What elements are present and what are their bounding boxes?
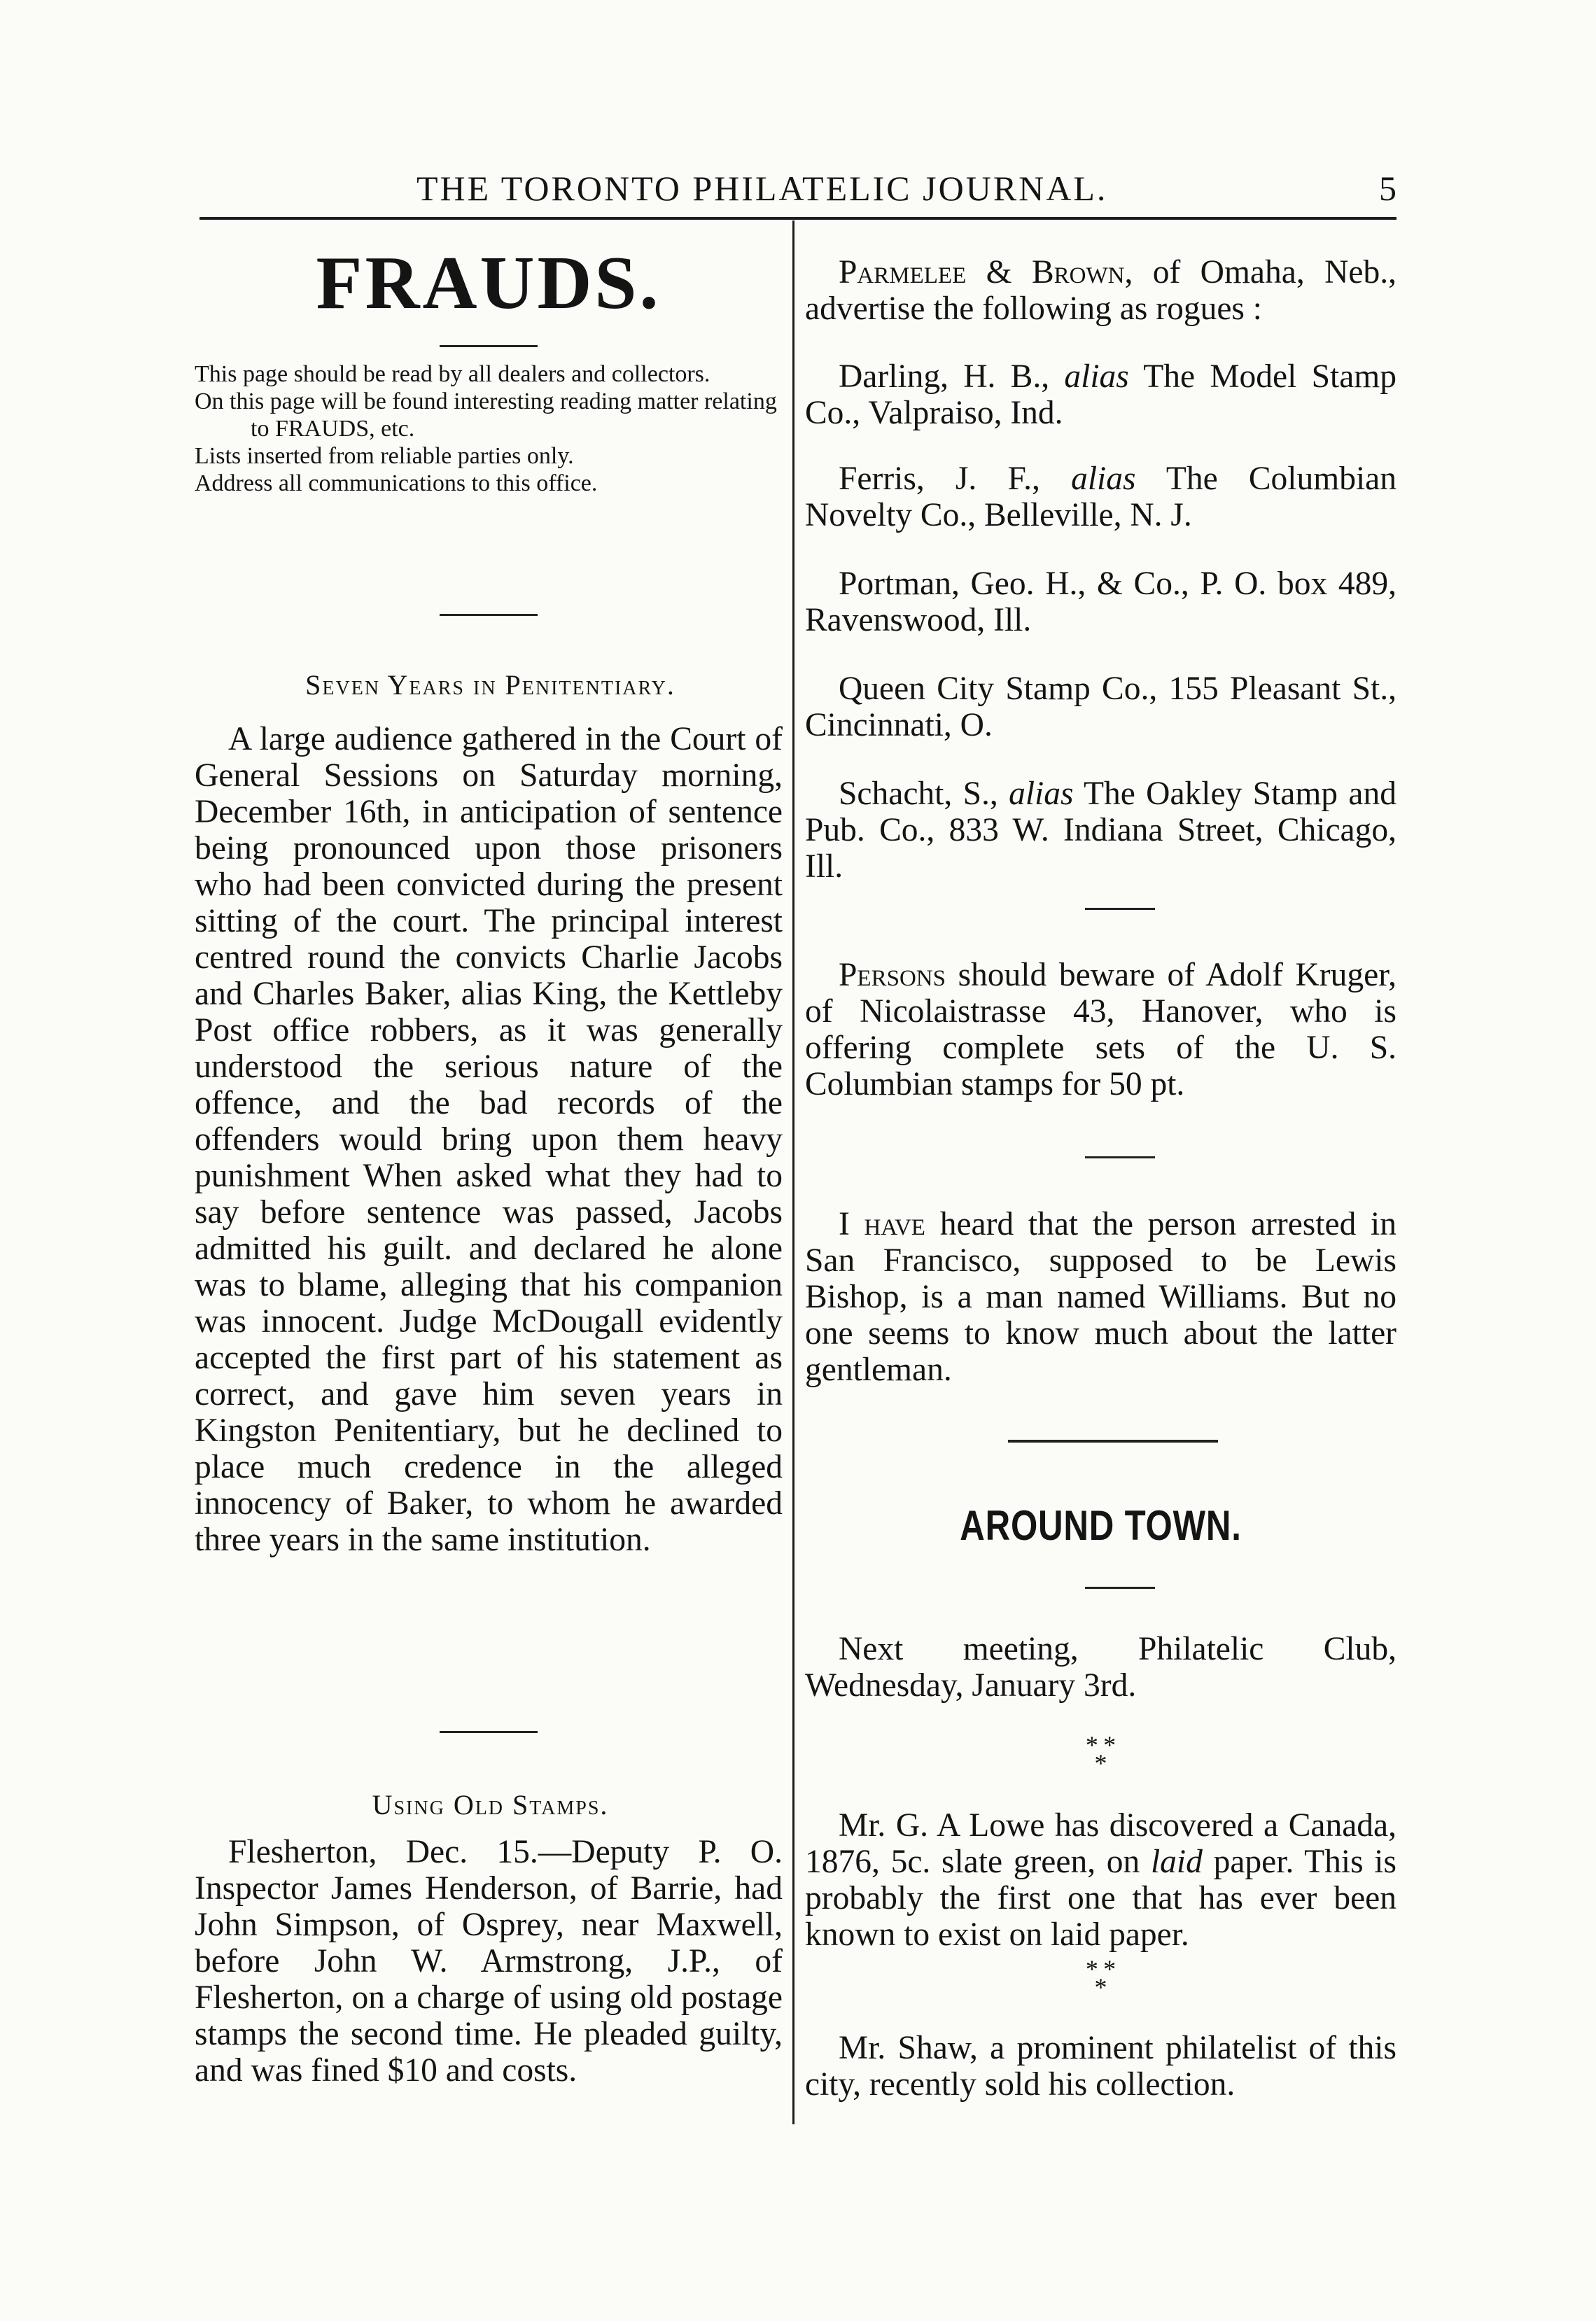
rogue-alias: alias bbox=[1064, 358, 1129, 395]
rogue-entry bbox=[805, 671, 1396, 743]
note-line: On this page will be found interesting reading matter relating to FRAUDS, etc. bbox=[195, 388, 777, 442]
rogue-alias: alias bbox=[1009, 776, 1074, 812]
asterism: * * * bbox=[1085, 1955, 1116, 2001]
journal-title: THE TORONTO PHILATELIC JOURNAL. bbox=[416, 169, 1108, 208]
note-line: This page should be read by all dealers and collectors. bbox=[195, 361, 710, 387]
page-number: 5 bbox=[1379, 169, 1396, 208]
old-stamps-heading: Using Old Stamps. bbox=[372, 1789, 609, 1821]
rogue-name: Ferris, J. F., bbox=[839, 461, 1040, 497]
rogue-alias: alias bbox=[1071, 461, 1136, 497]
rogues-intro bbox=[805, 254, 1396, 327]
rogue-entry bbox=[805, 776, 1396, 885]
rogue-entry bbox=[805, 461, 1396, 533]
bishop-notice bbox=[805, 1206, 1396, 1388]
rogue-entry bbox=[805, 358, 1396, 431]
frauds-notes bbox=[195, 360, 786, 497]
around-item bbox=[805, 2030, 1396, 2103]
frauds-divider bbox=[440, 345, 538, 347]
seven-years-body: A large audience gathered in the Court of General Sessions on Saturday morning, December 16th, in anticipation of sentence being pronounced upon those prisoners who had been convicted during the present sitting of the court. The principal interest centred round the convicts Charlie Jacobs and Charles Baker, alias King, the Kettleby Post office robbers, as it was generally understood the serious nature of the offence, and the bad records of the offenders would bring upon them heavy punishment When asked what they had to say before sentence was passed, Jacobs admitted his guilt. and declared he alone was to blame, alleging that his companion was innocent. Judge McDougall evidently accepted the first part of his statement as correct, and gave him seven years in Kingston Penitentiary, but he declined to place much credence in the alleged innocency of Baker, to whom he awarded three years in the same institution. bbox=[195, 721, 783, 1558]
header-rule bbox=[200, 217, 1396, 220]
note-line: Lists inserted from reliable parties only. bbox=[195, 443, 574, 469]
section-divider bbox=[440, 614, 538, 616]
lowe-tail: paper. This is probably the first one that has ever been known to exist on laid paper. bbox=[805, 1844, 1396, 1953]
rogue-rest: The Columbian Novelty Co., Belleville, N. J. bbox=[805, 461, 1396, 533]
page-header bbox=[200, 162, 1396, 211]
section-divider bbox=[1085, 908, 1155, 910]
note-line: Address all communications to this office. bbox=[195, 470, 598, 496]
rogue-name: Darling, H. B., bbox=[839, 358, 1050, 395]
rogue-name: Portman, Geo. H., & Co., P. O. box 489, Ravenswood, Ill. bbox=[805, 566, 1396, 638]
kruger-rest: should beware of Adolf Kruger, of Nicolaistrasse 43, Hanover, who is offering complete sets of the U. S. Columbian stamps for 50 pt. bbox=[805, 957, 1396, 1102]
kruger-notice bbox=[805, 957, 1396, 1102]
rogue-rest: The Oakley Stamp and Pub. Co., 833 W. Indiana Street, Chicago, Ill. bbox=[805, 776, 1396, 885]
section-divider bbox=[440, 1731, 538, 1733]
seven-years-article bbox=[195, 721, 783, 1558]
bishop-lead: I have bbox=[839, 1206, 925, 1242]
old-stamps-article bbox=[195, 1834, 783, 2089]
laid-word: laid bbox=[1150, 1844, 1203, 1880]
rogues-intro-rest: , of Omaha, Neb., advertise the following as rogues : bbox=[805, 254, 1397, 327]
lowe-notice: Mr. G. A Lowe has discovered a Canada, 1876, 5c. slate green, on bbox=[805, 1807, 1396, 1880]
column-divider bbox=[792, 220, 794, 2124]
rogues-intro-lead: Parmelee & Brown bbox=[839, 254, 1125, 290]
seven-years-heading: Seven Years in Penitentiary. bbox=[305, 669, 676, 701]
shaw-notice: Mr. Shaw, a prominent philatelist of this city, recently sold his collection. bbox=[805, 2030, 1396, 2103]
kruger-lead: Persons bbox=[839, 957, 946, 993]
double-divider bbox=[1008, 1440, 1218, 1443]
meeting-notice: Next meeting, Philatelic Club, Wednesday, January 3rd. bbox=[805, 1631, 1396, 1704]
rogue-name: Schacht, S., bbox=[839, 776, 998, 812]
rogue-name: Queen City Stamp Co., 155 Pleasant St., Cincinnati, O. bbox=[805, 671, 1396, 743]
around-item bbox=[805, 1807, 1396, 1953]
asterism: * * * bbox=[1085, 1731, 1116, 1777]
around-item bbox=[805, 1631, 1396, 1704]
around-town-heading: AROUND TOWN. bbox=[960, 1502, 1242, 1549]
rogue-entry bbox=[805, 566, 1396, 638]
bishop-rest: heard that the person arrested in San Francisco, supposed to be Lewis Bishop, is a man named Williams. But no one seems to know much about the latter gentleman. bbox=[805, 1206, 1396, 1388]
rogue-rest: The Model Stamp Co., Valpraiso, Ind. bbox=[805, 358, 1396, 431]
section-divider bbox=[1085, 1156, 1155, 1158]
section-divider bbox=[1085, 1587, 1155, 1589]
old-stamps-body: Flesherton, Dec. 15.—Deputy P. O. Inspector James Henderson, of Barrie, had John Simpson, of Osprey, near Maxwell, before John W. Armstrong, J.P., of Flesherton, on a charge of using old postage stamps the second time. He pleaded guilty, and was fined $10 and costs. bbox=[195, 1834, 783, 2089]
frauds-heading: FRAUDS. bbox=[316, 241, 662, 325]
